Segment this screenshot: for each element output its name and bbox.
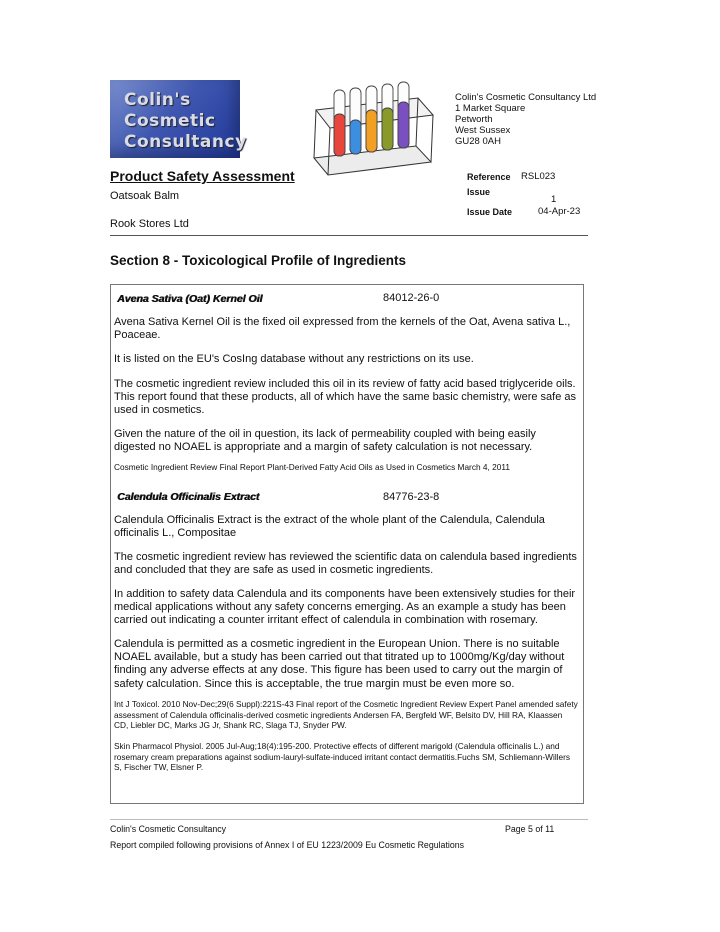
ingredient-reference: Skin Pharmacol Physiol. 2005 Jul-Aug;18(4):195-200. Protective effects of different marigold (Calendula officinalis L.) and rosemary cream preparations against sodium-lauryl-sulfate-induced irritant contact dermatitis.Fuchs SM, Schliemann-Willers S, Fischer TW, Elsner P.	[114, 741, 571, 773]
footer-note: Report compiled following provisions of Annex I of EU 1223/2009 Eu Cosmetic Regulations	[110, 840, 465, 850]
address-line: Petworth	[455, 114, 493, 125]
issue-value: 1	[551, 194, 557, 205]
ingredient-name: Calendula Officinalis Extract	[117, 491, 260, 503]
address-line: GU28 0AH	[455, 136, 501, 147]
ingredient-paragraph: It is listed on the EU's CosIng database without any restrictions on its use.	[114, 353, 474, 365]
ingredient-name: Avena Sativa (Oat) Kernel Oil	[117, 293, 263, 305]
footer-company: Colin's Cosmetic Consultancy	[110, 824, 227, 834]
company-address	[455, 92, 596, 147]
ingredient-paragraph: Avena Sativa Kernel Oil is the fixed oil expressed from the kernels of the Oat, Avena sativa L., Poaceae.	[114, 316, 571, 342]
company-logo	[110, 80, 247, 158]
ingredient-paragraph: The cosmetic ingredient review has reviewed the scientific data on calendula based ingredients and concluded that they are safe as used in cosmetic ingredients.	[114, 551, 577, 577]
page-number: Page 5 of 11	[505, 824, 555, 834]
ingredient-paragraph: Given the nature of the oil in question, its lack of permeability coupled with being easily digested no NOAEL is appropriate and a margin of safety calculation is not necessary.	[114, 428, 536, 454]
ingredient-reference: Int J Toxicol. 2010 Nov-Dec;29(6 Suppl):221S-43 Final report of the Cosmetic Ingredient Review Expert Panel amended safety assessment of Calendula officinalis-derived cosmetic ingredients Andersen FA, Bergfeld WF, Belsito DV, Hill RA, Klaassen CD, Liebler DC, Marks JG Jr, Shank RC, Slaga TJ, Snyder PW.	[114, 699, 578, 731]
issue-date-label: Issue Date	[467, 207, 513, 217]
reference-value: RSL023	[521, 171, 556, 182]
logo-line-3: Consultancy	[124, 132, 247, 152]
issue-label: Issue	[467, 187, 491, 197]
ingredient-paragraph: Calendula is permitted as a cosmetic ingredient in the European Union. There is no suitable NOAEL available, but a study has been carried out that titrated up to 1000mg/Kg/day without finding any adverse effects at any dose. This figure has been used to carry out the margin of safety calculation. Since this is acceptable, the true margin must be even more so.	[114, 638, 565, 690]
section-title: Section 8 - Toxicological Profile of Ingredients	[110, 253, 407, 268]
ingredient-paragraph: In addition to safety data Calendula and its components have been extensively studies for their medical applications without any safety concerns emerging. As an example a study has been carried out indicating a counter irritant effect of calendula in combination with rosemary.	[114, 588, 576, 627]
issue-date-value: 04-Apr-23	[538, 206, 581, 217]
reference-label: Reference	[467, 172, 511, 182]
logo-line-1: Colin's	[124, 90, 191, 110]
test-tube-rack-illustration	[308, 80, 438, 182]
ingredient-reference: Cosmetic Ingredient Review Final Report Plant-Derived Fatty Acid Oils as Used in Cosmetics March 4, 2011	[114, 462, 510, 472]
address-line: Colin's Cosmetic Consultancy Ltd	[455, 92, 597, 103]
ingredient-cas-number: 84012-26-0	[383, 292, 440, 304]
header-divider	[110, 235, 588, 236]
document-title: Product Safety Assessment	[110, 168, 295, 184]
client-name: Rook Stores Ltd	[110, 218, 189, 230]
ingredient-paragraph: Calendula Officinalis Extract is the extract of the whole plant of the Calendula, Calendula officinalis L., Compositae	[114, 514, 545, 540]
ingredient-paragraph: The cosmetic ingredient review included this oil in its review of fatty acid based triglyceride oils. This report found that these products, all of which have the same basic chemistry, were safe as used in cosmetics.	[114, 378, 577, 417]
logo-line-2: Cosmetic	[124, 111, 216, 131]
ingredient-cas-number: 84776-23-8	[383, 491, 440, 503]
address-line: West Sussex	[455, 125, 511, 136]
product-name: Oatsoak Balm	[110, 190, 180, 202]
address-line: 1 Market Square	[455, 103, 526, 114]
footer-divider	[110, 819, 588, 820]
